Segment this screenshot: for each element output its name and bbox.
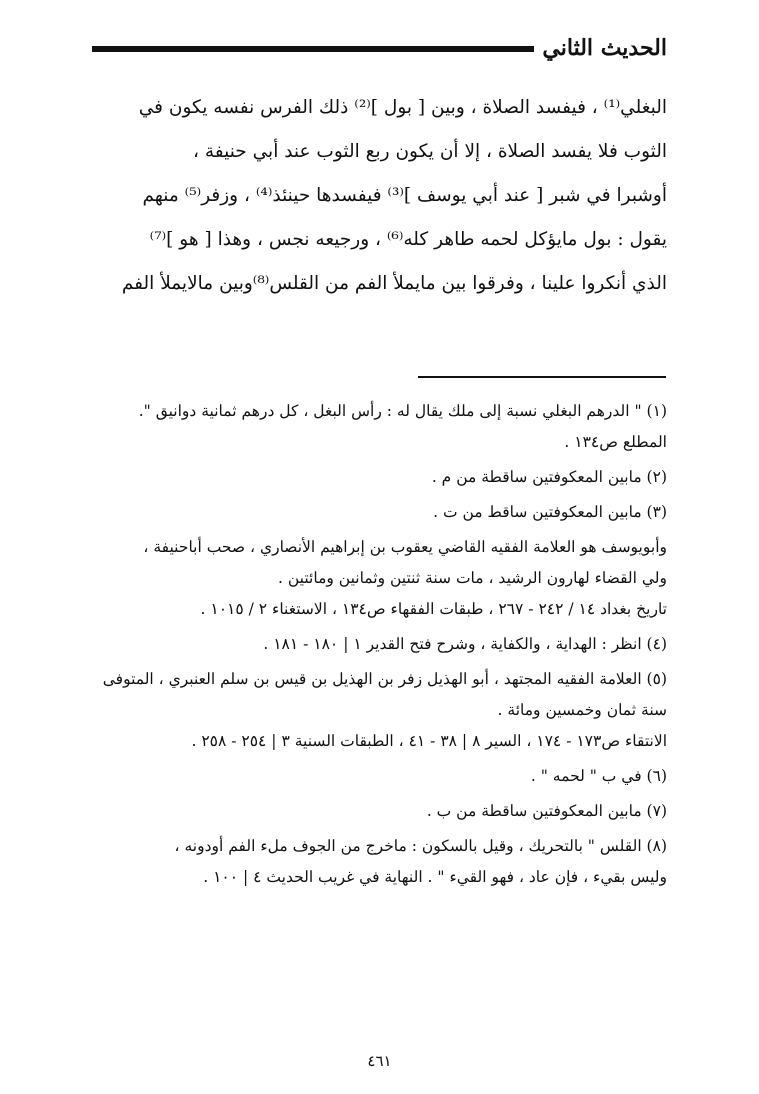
footnote-line: (٦) في ب " لحمه " .	[530, 767, 667, 785]
footnote-line: (٧) مابين المعكوفتين ساقطة من ب .	[426, 802, 667, 820]
footnote-separator	[418, 376, 666, 378]
footnote-line: (٥) العلامة الفقيه المجتهد ، أبو الهذيل زفر بن الهذيل بن قيس بن سلم العنبري ، المتوفى	[102, 670, 667, 688]
footnotes	[96, 396, 667, 893]
main-text-line: أوشبرا في شبر [ عند أبي يوسف ]⁽³⁾ فيفسدها حينئذ⁽⁴⁾ ، وزفر⁽⁵⁾ منهم	[142, 185, 667, 206]
footnote-line: (٣) مابين المعكوفتين ساقط من ت .	[433, 503, 667, 521]
footnote-line: وليس بقيء ، فإن عاد ، فهو القيء " . النهاية في غريب الحديث ٤ | ١٠٠ .	[203, 868, 667, 886]
chapter-title: الحديث الثاني	[542, 35, 667, 61]
footnote-line: (٨) القلس " بالتحريك ، وقيل بالسكون : ماخرج من الجوف ملء الفم أودونه ،	[174, 837, 667, 855]
footnote-line: (١) " الدرهم البغلي نسبة إلى ملك يقال له : رأس البغل ، كل درهم ثمانية دوانيق ".	[138, 402, 667, 420]
page-number: ٤٦١	[367, 1052, 392, 1070]
footnote-line: ولي القضاء لهارون الرشيد ، مات سنة ثنتين وثمانين ومائتين .	[278, 569, 667, 587]
main-text-line: الثوب فلا يفسد الصلاة ، إلا أن يكون ربع الثوب عند أبي حنيفة ،	[193, 141, 667, 162]
footnote-line: (٢) مابين المعكوفتين ساقطة من م .	[431, 468, 667, 486]
footnote-line: (٤) انظر : الهداية ، والكفاية ، وشرح فتح القدير ١ | ١٨٠ - ١٨١ .	[263, 635, 667, 653]
main-text-line: الذي أنكروا علينا ، وفرقوا بين مايملأ الفم من القلس⁽⁸⁾وبين مالايملأ الفم	[121, 273, 667, 294]
footnote-line: الانتقاء ص١٧٣ - ١٧٤ ، السير ٨ | ٣٨ - ٤١ ، الطبقات السنية ٣ | ٢٥٤ - ٢٥٨ .	[191, 732, 667, 750]
page-header	[92, 28, 667, 68]
footnote-line: سنة ثمان وخمسين ومائة .	[497, 701, 667, 719]
main-text-line: يقول : بول مايؤكل لحمه طاهر كله⁽⁶⁾ ، ورجيعه نجس ، وهذا [ هو ]⁽⁷⁾	[149, 229, 667, 250]
main-text	[100, 86, 667, 306]
header-rule	[92, 46, 534, 52]
main-text-line: البغلي⁽¹⁾ ، فيفسد الصلاة ، وبين [ بول ]⁽²⁾ ذلك الفرس نفسه يكون في	[138, 97, 667, 118]
footnote-line: وأبويوسف هو العلامة الفقيه القاضي يعقوب بن إبراهيم الأنصاري ، صحب أباحنيفة ،	[143, 538, 667, 556]
footnote-line: تاريخ بغداد ١٤ / ٢٤٢ - ٢٦٧ ، طبقات الفقهاء ص١٣٤ ، الاستغناء ٢ / ١٠١٥ .	[200, 600, 667, 618]
footnote-line: المطلع ص١٣٤ .	[564, 433, 667, 451]
